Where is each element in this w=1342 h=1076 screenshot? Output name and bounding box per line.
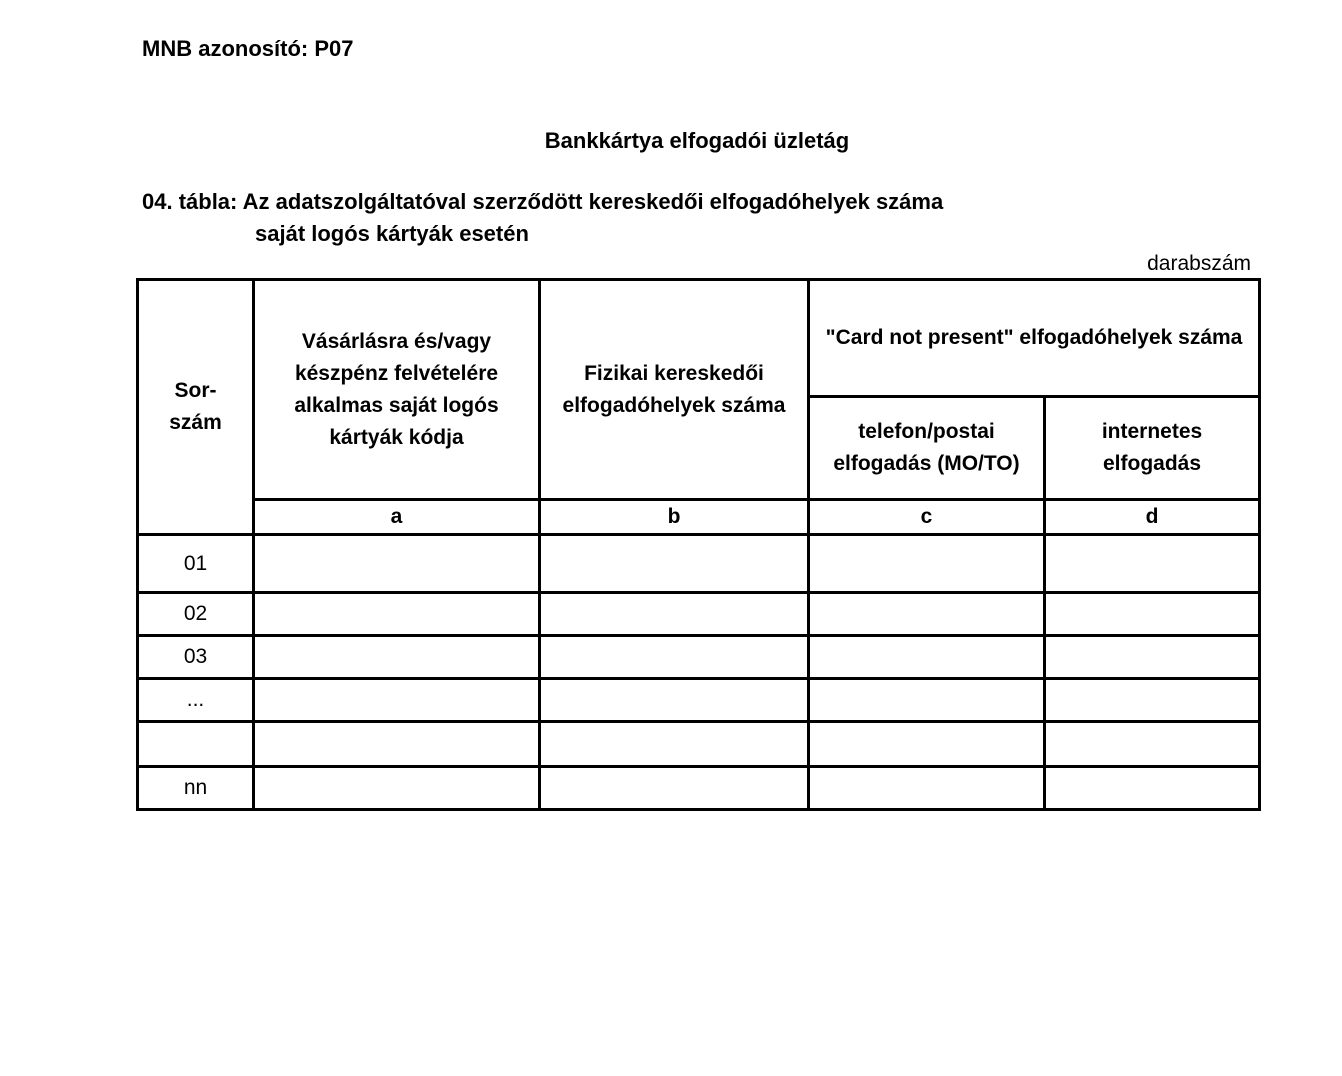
table-title-line2: saját logós kártyák esetén <box>255 221 529 246</box>
cell-b[interactable] <box>540 767 809 810</box>
table-row <box>138 722 1260 767</box>
cell-b[interactable] <box>540 593 809 636</box>
table-row <box>138 679 1260 722</box>
mnb-identifier: MNB azonosító: P07 <box>142 36 354 61</box>
cell-b[interactable] <box>540 636 809 679</box>
cell-d[interactable] <box>1045 679 1260 722</box>
cell-d[interactable] <box>1045 593 1260 636</box>
cell-d[interactable] <box>1045 535 1260 593</box>
column-letter: b <box>540 500 809 535</box>
table-row <box>138 535 1260 593</box>
cell-d[interactable] <box>1045 767 1260 810</box>
row-number: 01 <box>138 535 254 593</box>
cell-a[interactable] <box>254 767 540 810</box>
row-number: 03 <box>138 636 254 679</box>
header-col-c: telefon/postai elfogadás (MO/TO) <box>809 397 1045 500</box>
header-col-b: Fizikai kereskedői elfogadóhelyek száma <box>540 280 809 500</box>
cell-a[interactable] <box>254 722 540 767</box>
row-number: 02 <box>138 593 254 636</box>
column-letter: a <box>254 500 540 535</box>
table-title-line1: 04. tábla: Az adatszolgáltatóval szerződött kereskedői elfogadóhelyek száma <box>142 189 944 214</box>
cell-a[interactable] <box>254 679 540 722</box>
cell-c[interactable] <box>809 593 1045 636</box>
cell-c[interactable] <box>809 535 1045 593</box>
cell-b[interactable] <box>540 535 809 593</box>
cell-a[interactable] <box>254 636 540 679</box>
header-card-not-present: "Card not present" elfogadóhelyek száma <box>809 280 1260 397</box>
column-letter: c <box>809 500 1045 535</box>
cell-d[interactable] <box>1045 722 1260 767</box>
cell-c[interactable] <box>809 722 1045 767</box>
header-col-a: Vásárlásra és/vagy készpénz felvételére alkalmas saját logós kártyák kódja <box>254 280 540 500</box>
table-row <box>138 767 1260 810</box>
table-row <box>138 593 1260 636</box>
cell-c[interactable] <box>809 636 1045 679</box>
unit-label: darabszám <box>1147 252 1251 275</box>
column-letter: d <box>1045 500 1260 535</box>
row-number: nn <box>138 767 254 810</box>
cell-c[interactable] <box>809 767 1045 810</box>
row-number: ... <box>138 679 254 722</box>
cell-a[interactable] <box>254 535 540 593</box>
cell-d[interactable] <box>1045 636 1260 679</box>
header-sorszam: Sor- szám <box>138 280 254 535</box>
cell-a[interactable] <box>254 593 540 636</box>
header-col-d: internetes elfogadás <box>1045 397 1260 500</box>
cell-b[interactable] <box>540 722 809 767</box>
table-row <box>138 636 1260 679</box>
section-title: Bankkártya elfogadói üzletág <box>544 128 850 153</box>
cell-c[interactable] <box>809 679 1045 722</box>
cell-b[interactable] <box>540 679 809 722</box>
row-number <box>138 722 254 767</box>
data-table <box>136 278 1261 811</box>
